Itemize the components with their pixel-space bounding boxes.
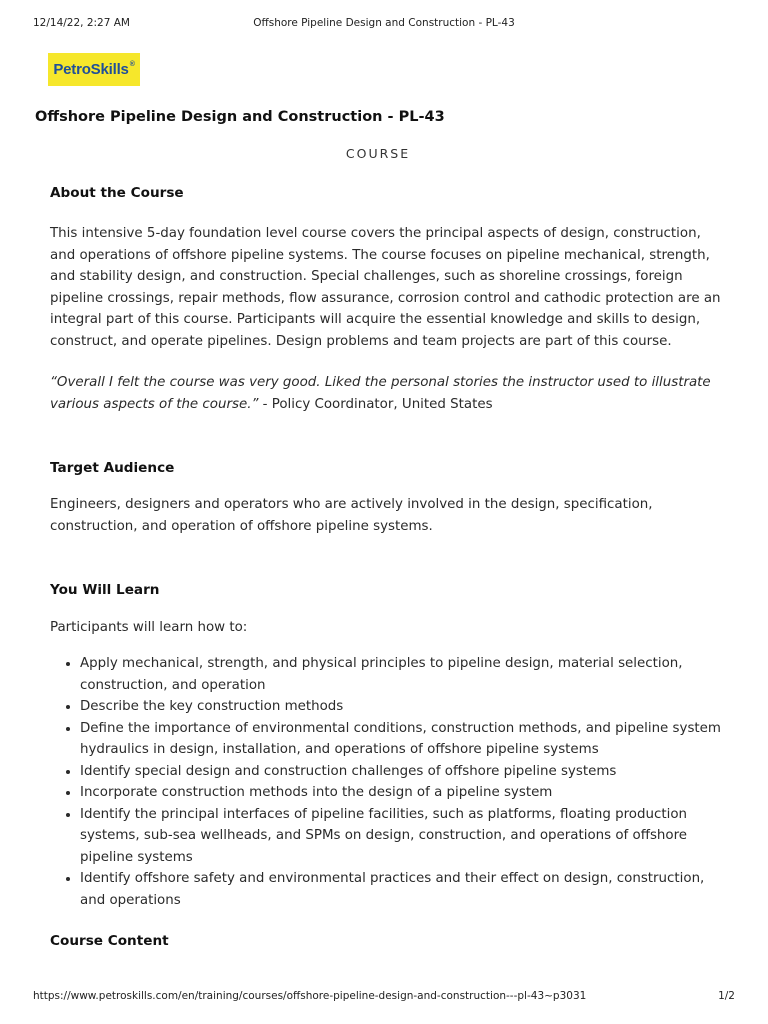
print-datetime: 12/14/22, 2:27 AM [33, 17, 130, 29]
list-item: • Apply mechanical, strength, and physical principles to pipeline design, material selection, construction, and operation [80, 653, 730, 696]
list-item: • Define the importance of environmental conditions, construction methods, and pipeline system hydraulics in design, installation, and operations of offshore pipeline systems [80, 718, 730, 761]
petroskills-logo[interactable] [48, 53, 140, 86]
about-heading: About the Course [50, 185, 184, 201]
course-label: COURSE [345, 146, 411, 161]
you-will-learn-heading: You Will Learn [50, 582, 160, 598]
target-audience-body: Engineers, designers and operators who are actively involved in the design, specification, construction, and operation of offshore pipeline systems. [50, 497, 653, 534]
print-footer [33, 990, 735, 1004]
list-item: • Identify the principal interfaces of pipeline facilities, such as platforms, floating production systems, sub-sea wellheads, and SPMs on design, construction, and operations of offshore pipeline systems [80, 804, 730, 869]
page-number: 1/2 [718, 990, 735, 1002]
logo-wordmark: PetroSkills® [53, 61, 135, 78]
page-url-link[interactable]: https://www.petroskills.com/en/training/courses/offshore-pipeline-design-and-construction---pl-43~p3031 [33, 990, 587, 1002]
page-title: Offshore Pipeline Design and Construction - PL-43 [35, 109, 445, 125]
list-item: • Describe the key construction methods [80, 696, 730, 718]
target-audience-heading: Target Audience [50, 460, 175, 476]
testimonial-attribution: - Policy Coordinator, United States [258, 396, 493, 412]
testimonial-quote: “Overall I felt the course was very good. Liked the personal stories the instructor used to illustrate various aspects of the course.” [50, 375, 711, 412]
learning-objectives-list [50, 653, 730, 911]
print-document-title: Offshore Pipeline Design and Construction - PL-43 [253, 17, 515, 29]
testimonial [50, 372, 730, 415]
list-item: • Incorporate construction methods into the design of a pipeline system [80, 782, 730, 804]
list-item: • Identify offshore safety and environmental practices and their effect on design, construction, and operations [80, 868, 730, 911]
you-will-learn-intro: Participants will learn how to: [50, 620, 248, 635]
about-body: This intensive 5-day foundation level course covers the principal aspects of design, construction, and operations of offshore pipeline systems. The course focuses on pipeline mechanical, strength, and stability design, and construction. Special challenges, such as shoreline crossings, foreign pipeline crossings, repair methods, flow assurance, corrosion control and cathodic protection are an integral part of this course. Participants will acquire the essential knowledge and skills to design, construct, and operate pipelines. Design problems and team projects are part of this course. [50, 226, 721, 349]
course-content-heading: Course Content [50, 933, 169, 949]
list-item: • Identify special design and construction challenges of offshore pipeline systems [80, 761, 730, 783]
print-header [33, 17, 735, 31]
